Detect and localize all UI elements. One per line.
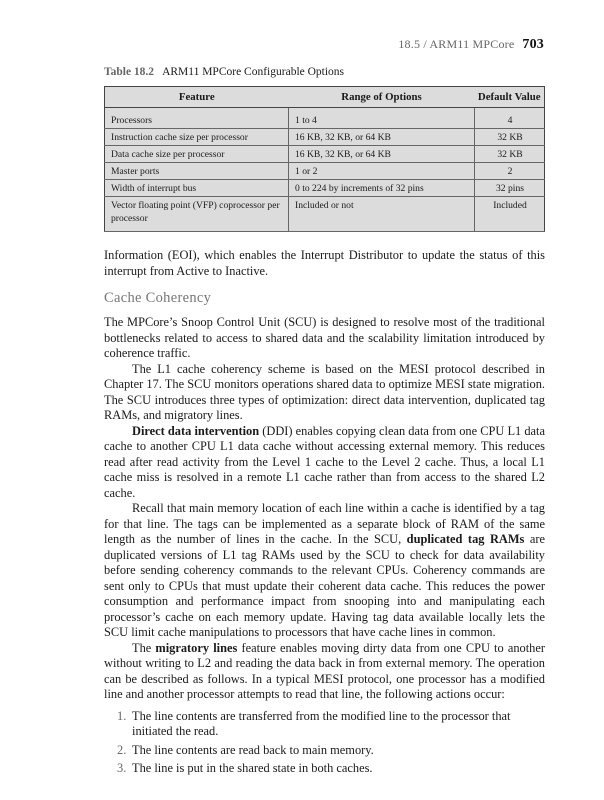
key-term: duplicated tag RAMs [406, 532, 525, 546]
table-cell: 32 KB [475, 129, 545, 146]
paragraph: The MPCore’s Snoop Control Unit (SCU) is designed to resolve most of the traditional bottlenecks related to access to shared data and the scalability limitation introduced by coherence traffic. [104, 315, 545, 360]
list-item [104, 743, 545, 759]
table-cell: 16 KB, 32 KB, or 64 KB [289, 146, 475, 163]
numbered-list [104, 709, 545, 777]
page-number: 703 [522, 37, 544, 52]
table-row [105, 197, 545, 232]
list-item [104, 709, 545, 740]
table-cell: Instruction cache size per processor [105, 129, 289, 146]
table-header-row [105, 87, 545, 108]
paragraph-text: (DDI) enables copying clean data from one CPU L1 data cache to another CPU L1 data cache without accessing external memory. This reduces read after read activity from the Level 1 cache to the Level 2 cache. Thus, a local L1 cache miss is resolved in a remote L1 cache rather than from access to the shared L2 cache. [104, 423, 545, 500]
table-cell: 0 to 224 by increments of 32 pins [289, 180, 475, 197]
key-term: Direct data intervention [132, 423, 260, 438]
column-header: Default Value [475, 87, 545, 108]
list-number: 3. [117, 761, 127, 775]
table-caption [104, 66, 344, 78]
list-item-text: The line contents are transferred from the modified line to the processor that initiated the read. [132, 708, 511, 738]
table-title: ARM11 MPCore Configurable Options [162, 66, 345, 78]
table-label: Table 18.2 [104, 66, 155, 78]
list-item-text: The line is put in the shared state in both caches. [132, 761, 373, 775]
section-heading: Cache Coherency [104, 290, 212, 306]
list-item [104, 761, 545, 777]
table-cell: 1 or 2 [289, 163, 475, 180]
table-cell: Processors [105, 108, 289, 129]
paragraph-text: feature enables moving dirty data from one CPU to another without writing to L2 and reading the data back in from external memory. The operation can be described as follows. In a typical MESI protocol, one processor has a modified line and another processor attempts to read that line, the following actions occur: [104, 640, 545, 701]
table-cell: Vector floating point (VFP) coprocessor per processor [105, 197, 289, 232]
table-cell: Included or not [289, 197, 475, 232]
list-number: 2. [117, 742, 127, 757]
table-row [105, 108, 545, 129]
table-cell: 4 [475, 108, 545, 129]
paragraph-text: Recall that main memory location of each line within a cache is identified by a tag for that line. The tags can be implemented as a separate block of RAM of the same length as the number of lines in the cache. In the SCU, [104, 501, 545, 546]
paragraph: The L1 cache coherency scheme is based on the MESI protocol described in Chapter 17. The SCU monitors operations shared data to optimize MESI state migration. The SCU introduces three types of optimization: direct data intervention, duplicated tag RAMs, and migratory lines. [104, 361, 545, 422]
table-row [105, 146, 545, 163]
paragraph [104, 641, 545, 703]
column-header: Range of Options [289, 87, 475, 108]
key-term: migratory lines [155, 640, 238, 655]
column-header: Feature [105, 87, 289, 108]
table-cell: Width of interrupt bus [105, 180, 289, 197]
continuation-paragraph: Information (EOI), which enables the Interrupt Distributor to update the status of this interrupt from Active to Inactive. [104, 248, 545, 278]
table-cell: Data cache size per processor [105, 146, 289, 163]
running-title: 18.5 / ARM11 MPCore [398, 37, 515, 51]
paragraph-text: are duplicated versions of L1 tag RAMs used by the SCU to check for data availability before sending coherency commands to the relevant CPUs. Coherency commands are sent only to CPUs that must update their coherent data cache. This reduces the power consumption and performance impact from snooping into and manipulating each processor’s cache on each memory update. Having tag data available locally lets the SCU limit cache manipulations to processors that have cache lines in common. [104, 532, 545, 639]
table-cell: Included [475, 197, 545, 232]
table-cell: 32 KB [475, 146, 545, 163]
options-table [104, 86, 545, 232]
paragraph [104, 424, 545, 502]
table-cell: 32 pins [475, 180, 545, 197]
list-number: 1. [117, 708, 127, 723]
paragraph-text: The [132, 640, 156, 655]
table-row [105, 129, 545, 146]
table-cell: Master ports [105, 163, 289, 180]
section-body [104, 315, 545, 780]
table-row [105, 163, 545, 180]
table-cell: 16 KB, 32 KB, or 64 KB [289, 129, 475, 146]
list-item-text: The line contents are read back to main memory. [132, 742, 374, 757]
paragraph [104, 501, 545, 641]
table-cell: 1 to 4 [289, 108, 475, 129]
table-cell: 2 [475, 163, 545, 180]
table-row [105, 180, 545, 197]
running-header [398, 37, 544, 53]
